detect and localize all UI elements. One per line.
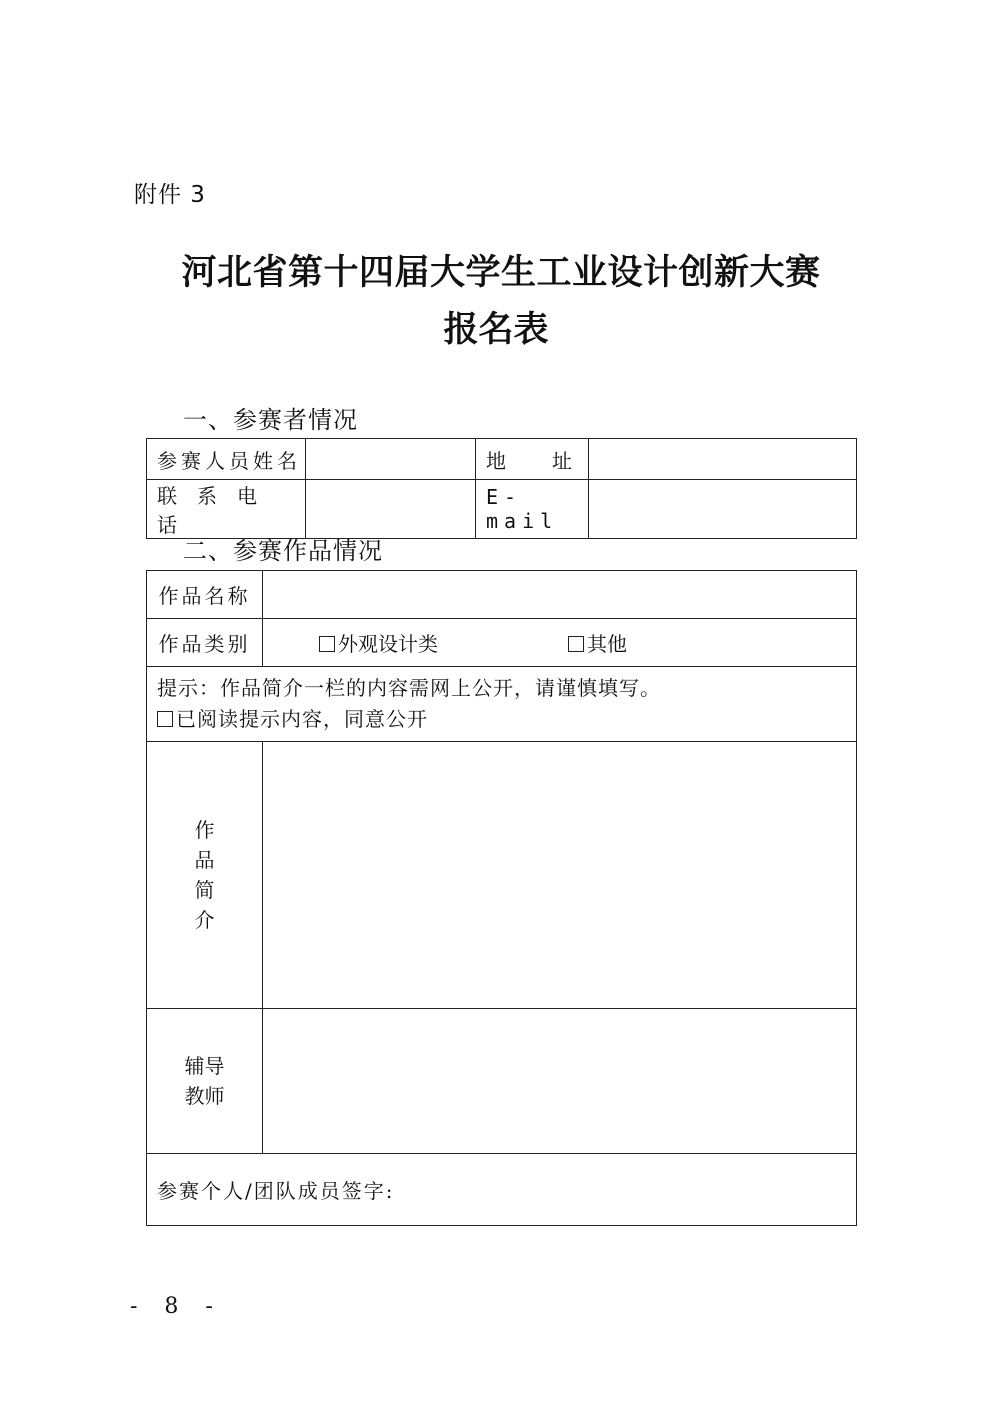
intro-char-2: 品 xyxy=(194,848,215,872)
phone-field[interactable] xyxy=(306,480,476,539)
category-other-label: 其他 xyxy=(587,632,627,656)
work-category-options xyxy=(263,619,857,667)
participant-name-field[interactable] xyxy=(306,439,476,480)
category-appearance-checkbox[interactable] xyxy=(319,636,335,652)
form-title: 河北省第十四届大学生工业设计创新大赛 xyxy=(181,253,821,293)
work-category-label: 作品类别 xyxy=(147,619,263,667)
notice-cell xyxy=(147,667,857,742)
work-table xyxy=(146,570,857,1226)
agree-public-checkbox[interactable] xyxy=(157,711,173,727)
category-other-checkbox[interactable] xyxy=(568,636,584,652)
page-number: - 8 - xyxy=(130,1294,223,1319)
participant-table xyxy=(146,438,857,539)
intro-char-4: 介 xyxy=(194,908,215,932)
intro-char-3: 简 xyxy=(194,878,215,902)
advisor-label-line1: 辅导 xyxy=(184,1054,225,1078)
address-label xyxy=(476,439,589,480)
section-participant-heading: 一、参赛者情况 xyxy=(183,406,358,434)
attachment-label: 附件 3 xyxy=(134,182,206,208)
form-subtitle: 报名表 xyxy=(443,310,549,350)
agree-public-label: 已阅读提示内容，同意公开 xyxy=(176,707,428,731)
section-work-heading: 二、参赛作品情况 xyxy=(183,537,383,565)
participant-name-label: 参赛人员姓名 xyxy=(147,439,306,480)
signature-cell[interactable] xyxy=(147,1154,857,1226)
phone-label: 联系电话 xyxy=(147,480,306,539)
work-name-field[interactable] xyxy=(263,571,857,619)
intro-char-1: 作 xyxy=(194,818,215,842)
category-appearance-label: 外观设计类 xyxy=(338,632,438,656)
work-intro-field[interactable] xyxy=(263,742,857,1009)
address-label-part1: 地 xyxy=(486,448,506,473)
advisor-field[interactable] xyxy=(263,1009,857,1154)
address-label-part2: 址 xyxy=(552,448,572,473)
advisor-label-line2: 教师 xyxy=(184,1084,225,1108)
work-intro-label xyxy=(147,742,263,1009)
address-field[interactable] xyxy=(589,439,857,480)
email-label: E-mail xyxy=(476,480,589,539)
work-name-label: 作品名称 xyxy=(147,571,263,619)
email-field[interactable] xyxy=(589,480,857,539)
advisor-label xyxy=(147,1009,263,1154)
notice-text: 提示：作品简介一栏的内容需网上公开，请谨慎填写。 xyxy=(157,676,661,700)
signature-label: 参赛个人/团队成员签字: xyxy=(157,1179,395,1203)
